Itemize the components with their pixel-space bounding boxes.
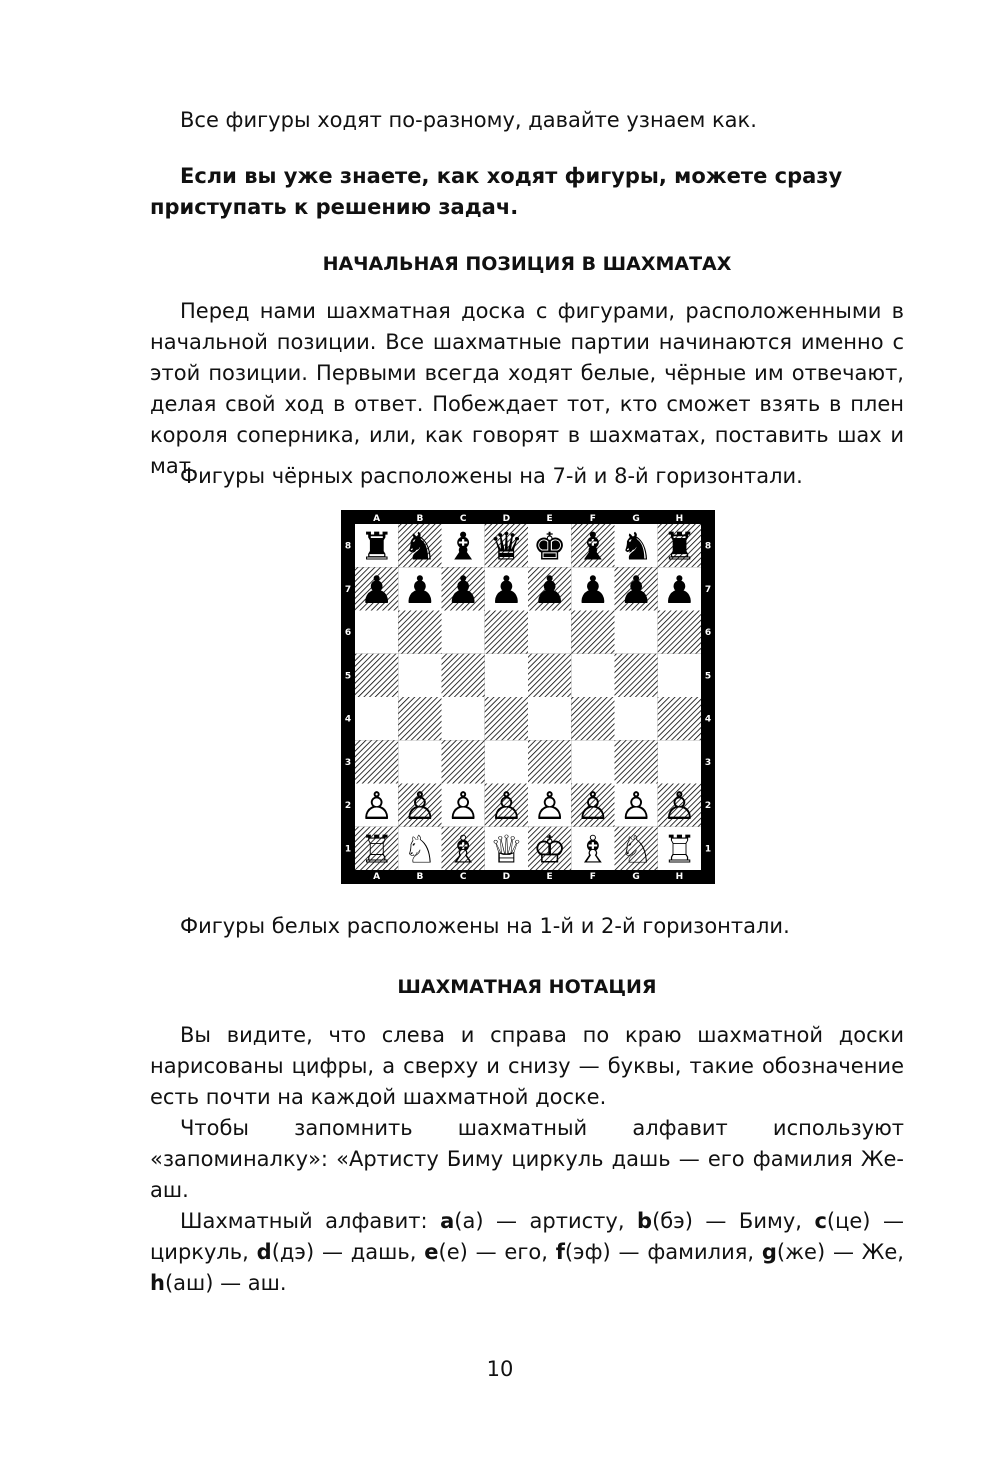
square-b5 (398, 654, 441, 697)
square-e6 (528, 611, 571, 654)
alphabet-letter-g: g (761, 1240, 777, 1264)
piece-b2: ♙ (402, 784, 437, 829)
square-f5 (571, 654, 614, 697)
chess-board (341, 510, 715, 884)
square-h4 (658, 697, 701, 740)
alphabet-meaning-a: (а) — артисту, (454, 1209, 638, 1233)
square-a3 (355, 740, 398, 783)
alphabet-meaning-g: (же) — Же, (776, 1240, 904, 1264)
page-number: 10 (486, 1357, 514, 1381)
black-pieces-line: Фигуры чёрных расположены на 7-й и 8-й горизонтали. (180, 464, 803, 488)
piece-f1: ♗ (575, 827, 610, 872)
alphabet-meaning-e: (е) — его, (438, 1240, 556, 1264)
piece-e1: ♔ (532, 827, 567, 872)
piece-e2: ♙ (532, 784, 567, 829)
piece-b7: ♟ (402, 567, 437, 612)
rank-label-right-6: 6 (704, 628, 712, 639)
alphabet-meaning-b: (бэ) — Биму, (652, 1209, 815, 1233)
piece-h1: ♖ (662, 827, 697, 872)
square-h6 (658, 611, 701, 654)
piece-a8: ♜ (359, 524, 394, 569)
file-label-top-c: C (459, 514, 467, 524)
rank-label-left-7: 7 (344, 584, 352, 595)
square-c5 (442, 654, 485, 697)
piece-f8: ♝ (575, 524, 610, 569)
file-label-bottom-a: A (373, 872, 381, 882)
square-g3 (615, 740, 658, 783)
rank-label-left-5: 5 (344, 671, 352, 682)
rank-label-left-8: 8 (344, 541, 352, 552)
square-c4 (442, 697, 485, 740)
piece-c1: ♗ (446, 827, 481, 872)
rank-label-right-2: 2 (704, 801, 712, 812)
square-b4 (398, 697, 441, 740)
file-label-top-h: H (675, 514, 684, 524)
piece-g2: ♙ (619, 784, 654, 829)
piece-d8: ♛ (489, 524, 524, 569)
rank-label-right-5: 5 (704, 671, 712, 682)
file-label-bottom-g: G (632, 872, 640, 882)
piece-d7: ♟ (489, 567, 524, 612)
alphabet-prefix: Шахматный алфавит: (180, 1209, 441, 1233)
heading-start-position: НАЧАЛЬНАЯ ПОЗИЦИЯ В ШАХМАТАХ (322, 253, 732, 275)
square-f6 (571, 611, 614, 654)
alphabet-meaning-h: (аш) — аш. (164, 1271, 287, 1295)
piece-h2: ♙ (662, 784, 697, 829)
piece-e8: ♚ (532, 524, 567, 569)
rank-label-right-4: 4 (704, 714, 712, 725)
file-label-top-d: D (502, 514, 511, 524)
chess-board-svg (341, 510, 715, 884)
piece-a1: ♖ (359, 827, 394, 872)
alphabet-meaning-f: (эф) — фамилия, (564, 1240, 762, 1264)
alphabet-letter-c: c (814, 1209, 827, 1233)
square-f3 (571, 740, 614, 783)
rank-label-left-4: 4 (344, 714, 352, 725)
alphabet-letter-b: b (637, 1209, 653, 1233)
alphabet-meaning-c: (це) — циркуль, (150, 1209, 904, 1264)
file-label-top-e: E (546, 514, 553, 524)
alphabet-letter-d: d (256, 1240, 272, 1264)
white-pieces-line: Фигуры белых расположены на 1-й и 2-й горизонтали. (180, 914, 790, 938)
square-b3 (398, 740, 441, 783)
square-g5 (615, 654, 658, 697)
square-c6 (442, 611, 485, 654)
file-label-bottom-f: F (589, 872, 596, 882)
piece-d1: ♕ (489, 827, 524, 872)
square-g4 (615, 697, 658, 740)
square-g6 (615, 611, 658, 654)
notation-paragraph-1: Вы видите, что слева и справа по краю шахматной доски нарисованы цифры, а сверху и снизу — буквы, такие обозначение есть почти на каждой шахматной доске. (150, 1023, 904, 1109)
intro-paragraph: Все фигуры ходят по-разному, давайте узнаем как. (180, 108, 757, 132)
rank-label-right-7: 7 (704, 584, 712, 595)
piece-h8: ♜ (662, 524, 697, 569)
file-label-bottom-e: E (546, 872, 553, 882)
piece-d2: ♙ (489, 784, 524, 829)
piece-c8: ♝ (446, 524, 481, 569)
rank-label-left-3: 3 (344, 757, 352, 768)
rank-label-right-8: 8 (704, 541, 712, 552)
piece-a2: ♙ (359, 784, 394, 829)
square-d5 (485, 654, 528, 697)
piece-g1: ♘ (619, 827, 654, 872)
file-label-top-f: F (589, 514, 596, 524)
rank-label-left-6: 6 (344, 628, 352, 639)
piece-f7: ♟ (575, 567, 610, 612)
alphabet-paragraph (150, 1206, 904, 1299)
rank-label-left-2: 2 (344, 801, 352, 812)
file-label-bottom-d: D (502, 872, 511, 882)
rank-label-right-1: 1 (704, 844, 712, 855)
piece-c2: ♙ (446, 784, 481, 829)
piece-g8: ♞ (619, 524, 654, 569)
rank-label-right-3: 3 (704, 757, 712, 768)
square-d3 (485, 740, 528, 783)
square-e4 (528, 697, 571, 740)
alphabet-letter-h: h (150, 1271, 165, 1295)
square-a4 (355, 697, 398, 740)
square-a5 (355, 654, 398, 697)
square-a6 (355, 611, 398, 654)
square-e3 (528, 740, 571, 783)
piece-a7: ♟ (359, 567, 394, 612)
piece-g7: ♟ (619, 567, 654, 612)
piece-c7: ♟ (446, 567, 481, 612)
file-label-bottom-b: B (416, 872, 424, 882)
alphabet-meaning-d: (дэ) — дашь, (271, 1240, 425, 1264)
piece-h7: ♟ (662, 567, 697, 612)
rank-label-left-1: 1 (344, 844, 352, 855)
alphabet-letter-f: f (555, 1240, 565, 1264)
piece-f2: ♙ (575, 784, 610, 829)
piece-e7: ♟ (532, 567, 567, 612)
file-label-top-a: A (373, 514, 381, 524)
heading-notation: ШАХМАТНАЯ НОТАЦИЯ (397, 976, 657, 998)
file-label-top-b: B (416, 514, 424, 524)
square-c3 (442, 740, 485, 783)
notation-paragraph-2: Чтобы запомнить шахматный алфавит используют «запоминалку»: «Артисту Биму циркуль дашь — его фамилия Же-аш. (150, 1116, 904, 1202)
file-label-bottom-h: H (675, 872, 684, 882)
piece-b1: ♘ (402, 827, 437, 872)
square-b6 (398, 611, 441, 654)
file-label-top-g: G (632, 514, 640, 524)
square-d6 (485, 611, 528, 654)
bold-note: Если вы уже знаете, как ходят фигуры, можете сразу приступать к решению задач. (150, 164, 843, 219)
square-h3 (658, 740, 701, 783)
square-h5 (658, 654, 701, 697)
start-position-paragraph: Перед нами шахматная доска с фигурами, расположенными в начальной позиции. Все шахматные партии начинаются именно с этой позиции. Первыми всегда ходят белые, чёрные им отвечают, делая свой ход в ответ. Побеждает тот, кто сможет взять в плен короля соперника, или, как говорят в шахматах, поставить шах и мат. (150, 299, 904, 478)
notation-section (150, 1020, 904, 1299)
square-e5 (528, 654, 571, 697)
file-label-bottom-c: C (459, 872, 467, 882)
piece-b8: ♞ (402, 524, 437, 569)
square-d4 (485, 697, 528, 740)
alphabet-letter-e: e (424, 1240, 439, 1264)
alphabet-letter-a: a (440, 1209, 455, 1233)
square-f4 (571, 697, 614, 740)
